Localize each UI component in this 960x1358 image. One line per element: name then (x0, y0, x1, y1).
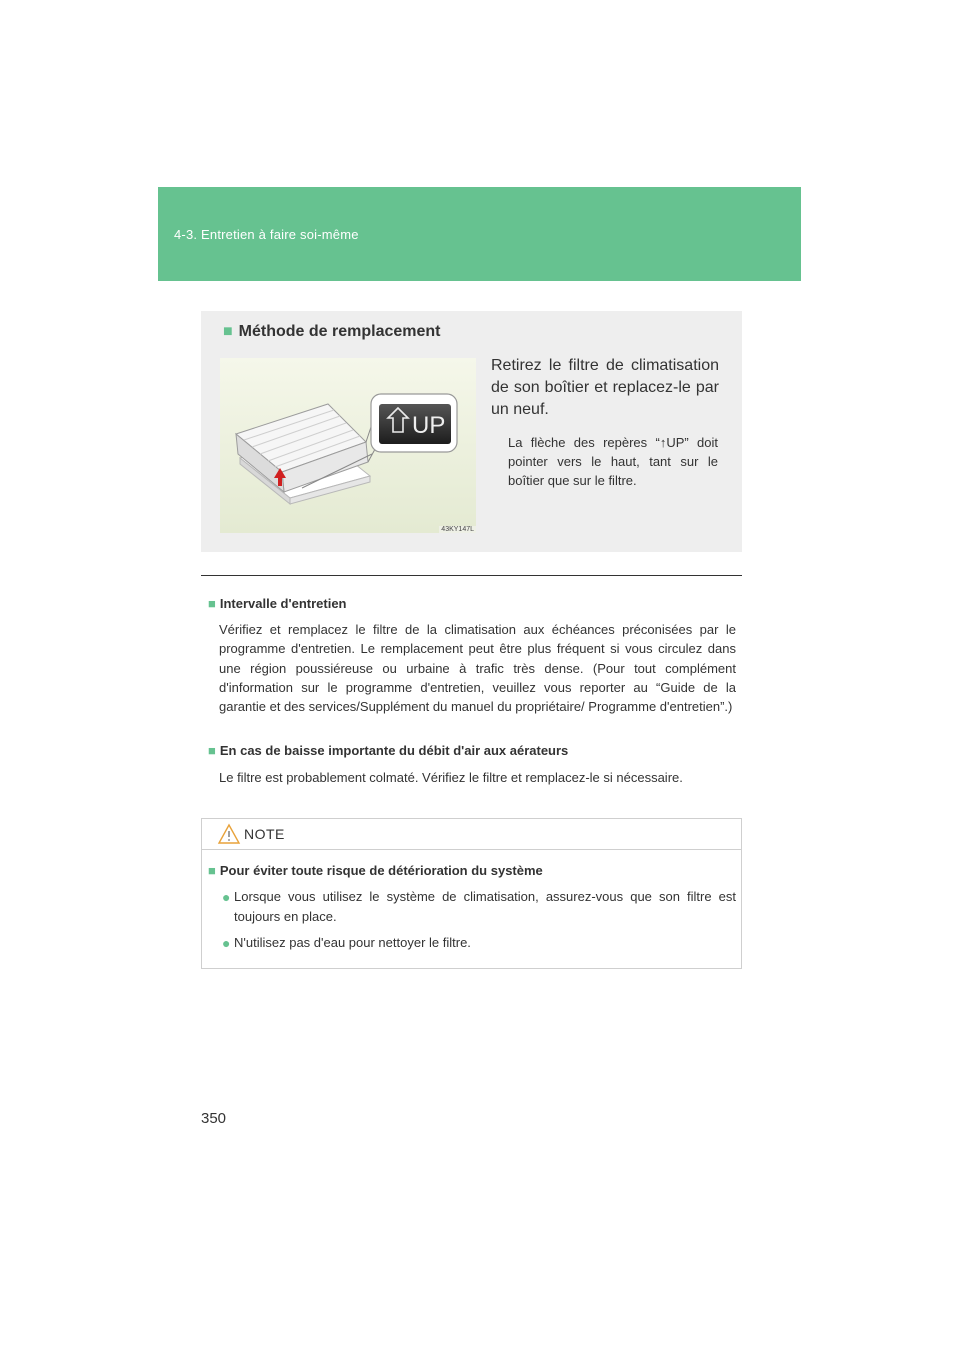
note-bullet-item: ● N'utilisez pas d'eau pour nettoyer le filtre. (222, 935, 471, 951)
section-header (158, 187, 801, 281)
method-heading: ■ Méthode de remplacement (223, 323, 441, 340)
square-bullet-icon: ■ (208, 863, 216, 878)
filter-illustration (220, 358, 476, 533)
circle-bullet-icon: ● (222, 889, 231, 905)
filter-drawing (220, 358, 476, 533)
interval-heading: ■ Intervalle d'entretien (208, 596, 347, 611)
airflow-heading: ■ En cas de baisse importante du débit d'air aux aérateurs (208, 743, 569, 758)
section-divider (201, 575, 742, 576)
note-bullet-item: ● Lorsque vous utilisez le système de climatisation, assurez-vous que son filtre est toujours en place. (222, 889, 736, 924)
square-bullet-icon: ■ (223, 323, 233, 340)
note-box (201, 818, 742, 969)
circle-bullet-icon: ● (222, 935, 231, 951)
interval-text: Vérifiez et remplacez le filtre de la climatisation aux échéances préconisées par le programme d'entretien. Le remplacement peut être plus fréquent si vous circulez dans une région poussiéreuse ou urbaine à trafic très dense. (Pour tout complément d'information sur le programme d'entretien, veuillez vous reporter au “Guide de la garantie et des services/Supplément du manuel du propriétaire/ Programme d'entretien”.) (219, 622, 736, 715)
method-instruction: Retirez le filtre de climatisation de son boîtier et replacez-le par un neuf. (491, 357, 719, 418)
method-arrow-note: La flèche des repères “↑UP” doit pointer vers le haut, tant sur le boîtier que sur le filtre. (508, 435, 719, 488)
warning-triangle-icon (217, 823, 241, 845)
image-code: 43KY147L (441, 526, 474, 533)
section-title: 4-3. Entretien à faire soi-même (174, 227, 359, 242)
note-title: NOTE (244, 826, 285, 842)
page-number: 350 (201, 1110, 227, 1127)
method-panel (201, 311, 742, 552)
note-header (202, 819, 741, 850)
square-bullet-icon: ■ (208, 596, 216, 611)
note-heading: ■ Pour éviter toute risque de détérioration du système (208, 863, 543, 878)
up-arrow-icon: ↑ (659, 435, 667, 450)
airflow-text: Le filtre est probablement colmaté. Vérifiez le filtre et remplacez-le si nécessaire. (219, 770, 683, 785)
up-label: UP (412, 412, 446, 439)
square-bullet-icon: ■ (208, 743, 216, 758)
